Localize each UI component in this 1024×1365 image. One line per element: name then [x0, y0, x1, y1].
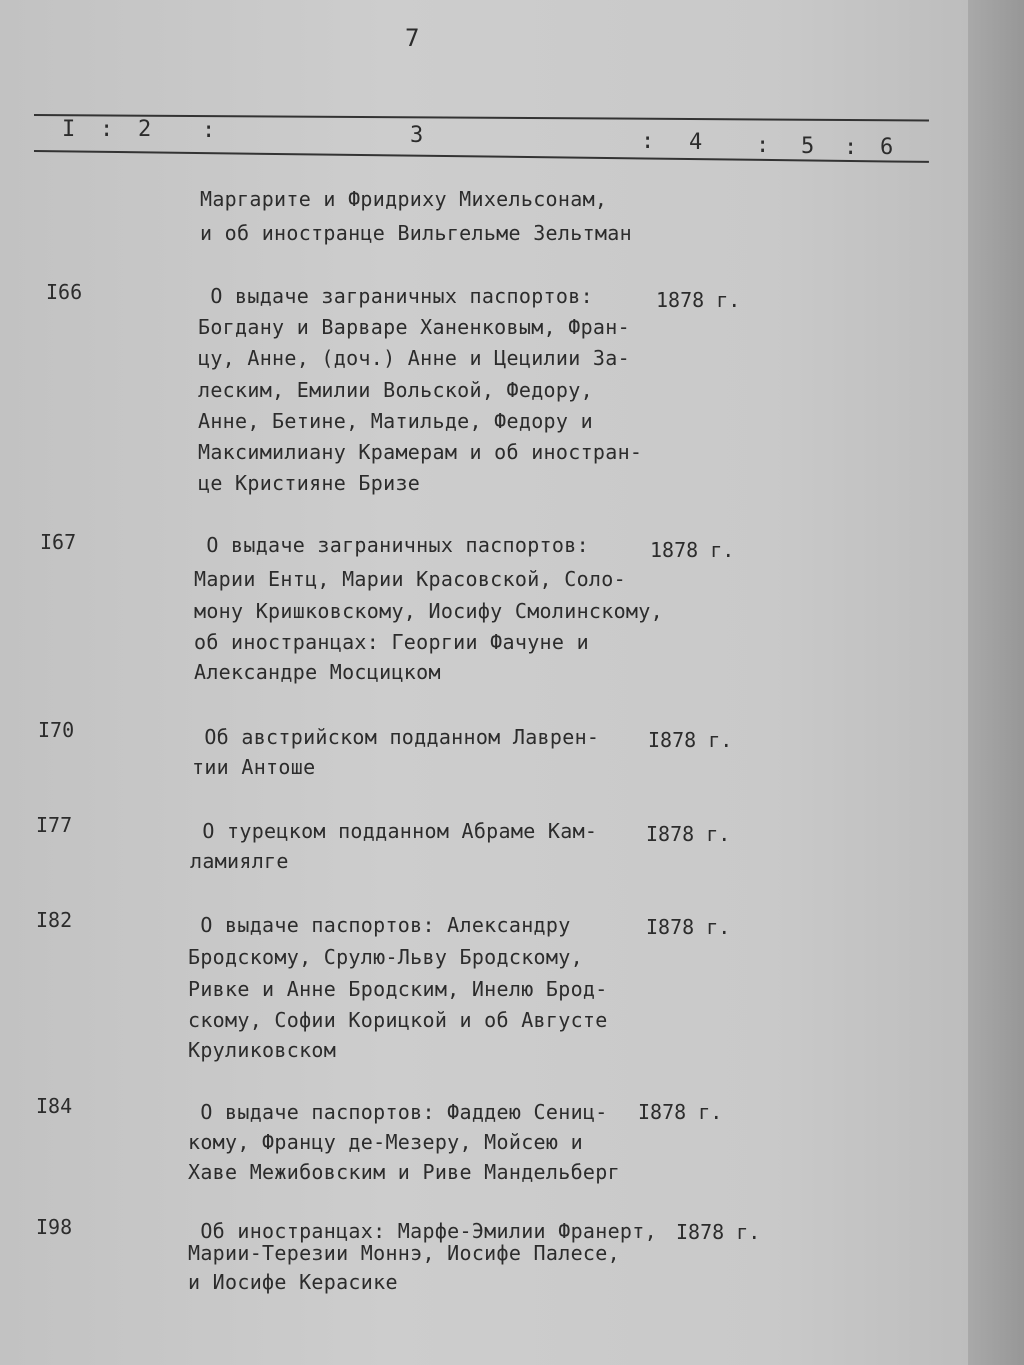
- column-separator: :: [202, 118, 217, 143]
- entry-line: Хаве Межибовским и Риве Мандельберг: [188, 1160, 620, 1184]
- table-header-bottom-rule: [34, 150, 929, 163]
- entry-line: це Кристияне Бризе: [198, 471, 421, 495]
- entry-number: I77: [36, 813, 73, 837]
- continuation-line: Маргарите и Фридриху Михельсонам,: [200, 187, 608, 211]
- column-header-1: I: [62, 117, 77, 142]
- entry-line: тии Антоше: [192, 755, 316, 779]
- entry-line: Анне, Бетине, Матильде, Федору и: [198, 409, 593, 433]
- entry-year: 1878 г.: [656, 288, 741, 312]
- column-header-3: 3: [410, 123, 425, 148]
- table-header-top-rule: [34, 114, 929, 121]
- entry-year: 1878 г.: [650, 538, 735, 562]
- entry-line: Богдану и Варваре Ханенковым, Фран-: [198, 315, 630, 339]
- entry-number: I84: [36, 1094, 73, 1118]
- entry-line: ламиялге: [190, 849, 289, 873]
- entry-line: О выдаче заграничных паспортов:: [194, 533, 589, 557]
- entry-year: I878 г.: [648, 728, 733, 752]
- entry-line: Марии Ентц, Марии Красовской, Соло-: [194, 567, 626, 591]
- entry-number: I67: [40, 530, 77, 554]
- column-separator: :: [844, 135, 859, 160]
- entry-line: мону Кришковскому, Иосифу Смолинскому,: [194, 599, 663, 623]
- entry-line: О выдаче паспортов: Фаддею Сениц-: [188, 1100, 608, 1124]
- column-header-4: 4: [689, 130, 704, 155]
- entry-line: об иностранцах: Георгии Фачуне и: [194, 630, 589, 654]
- entry-number: I70: [38, 718, 75, 742]
- entry-number: I98: [36, 1215, 73, 1239]
- entry-year: I878 г.: [676, 1220, 761, 1244]
- entry-line: Ривке и Анне Бродским, Инелю Брод-: [188, 977, 608, 1001]
- entry-line: Об иностранцах: Марфе-Эмилии Франерт,: [188, 1219, 657, 1243]
- entry-line: кому, Францу де-Мезеру, Мойсею и: [188, 1130, 583, 1154]
- entry-year: I878 г.: [646, 822, 731, 846]
- entry-number: I66: [46, 280, 83, 304]
- column-header-2: 2: [138, 117, 153, 142]
- entry-line: Максимилиану Крамерам и об иностран-: [198, 440, 643, 464]
- page-number: 7: [405, 24, 420, 52]
- entry-line: леским, Емилии Вольской, Федору,: [198, 378, 593, 402]
- entry-line: Марии-Терезии Моннэ, Иосифе Палесе,: [188, 1241, 620, 1265]
- continuation-line: и об иностранце Вильгельме Зельтман: [200, 221, 632, 245]
- entry-line: и Иосифе Керасике: [188, 1270, 398, 1294]
- entry-year: I878 г.: [646, 915, 731, 939]
- entry-line: О выдаче паспортов: Александру: [188, 913, 571, 937]
- entry-line: цу, Анне, (доч.) Анне и Цецилии За-: [198, 346, 630, 370]
- entry-line: О выдаче заграничных паспортов:: [198, 284, 593, 308]
- column-separator: :: [756, 133, 771, 158]
- entry-line: Об австрийском подданном Лаврен-: [192, 725, 600, 749]
- page-edge-background: [968, 0, 1024, 1365]
- entry-line: Круликовском: [188, 1038, 337, 1062]
- entry-line: Александре Мосцицком: [194, 660, 441, 684]
- entry-number: I82: [36, 908, 73, 932]
- column-separator: :: [641, 129, 656, 154]
- entry-line: скому, Софии Корицкой и об Августе: [188, 1008, 608, 1032]
- entry-line: О турецком подданном Абраме Кам-: [190, 819, 598, 843]
- column-header-5: 5: [801, 134, 816, 159]
- entry-year: I878 г.: [638, 1100, 723, 1124]
- entry-line: Бродскому, Срулю-Льву Бродскому,: [188, 945, 583, 969]
- column-header-6: 6: [880, 135, 895, 160]
- column-separator: :: [100, 117, 115, 142]
